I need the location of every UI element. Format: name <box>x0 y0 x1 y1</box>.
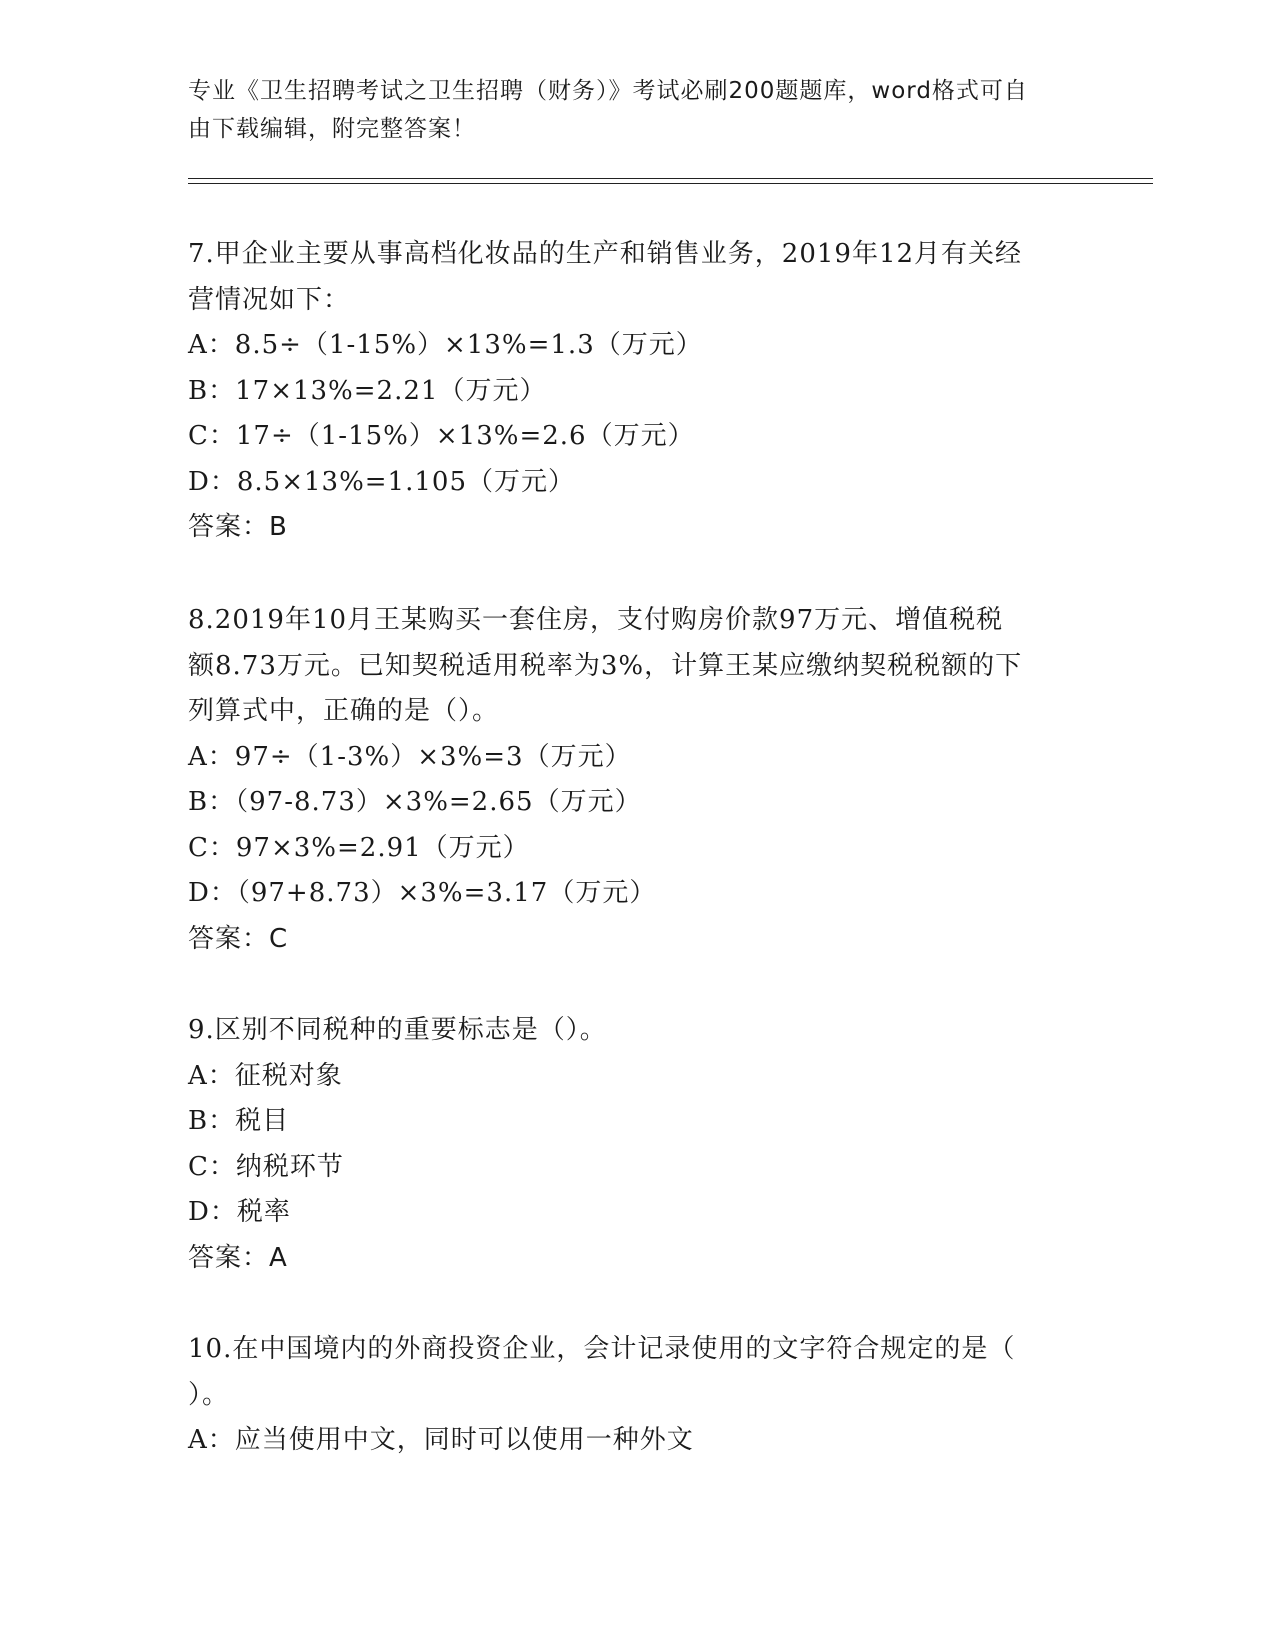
question-stem-line: 7.甲企业主要从事高档化妆品的生产和销售业务，2019年12月有关经 <box>188 239 1023 269</box>
header-line-1: 专业《卫生招聘考试之卫生招聘（财务）》考试必刷200题题库，word格式可自 <box>188 78 1028 104</box>
question-7 <box>188 232 1088 551</box>
question-stem-line: ）。 <box>188 1379 230 1410</box>
option-d: D：税率 <box>188 1197 291 1227</box>
option-c: C：纳税环节 <box>188 1151 344 1182</box>
header-line-2: 由下载编辑，附完整答案！ <box>188 116 476 142</box>
option-a: A：征税对象 <box>188 1060 343 1091</box>
question-9 <box>188 1008 1088 1281</box>
option-a: A：8.5÷（1-15%）×13%=1.3（万元） <box>188 330 703 360</box>
question-stem-line: 列算式中，正确的是（）。 <box>188 696 500 726</box>
document-header <box>188 72 1068 148</box>
option-d: D：8.5×13%=1.105（万元） <box>188 466 575 497</box>
option-a: A：97÷（1-3%）×3%=3（万元） <box>188 741 632 772</box>
option-a: A：应当使用中文，同时可以使用一种外文 <box>188 1425 694 1455</box>
question-8 <box>188 598 1088 962</box>
question-stem-line: 10.在中国境内的外商投资企业，会计记录使用的文字符合规定的是（ <box>188 1334 1016 1364</box>
question-stem-line: 9.区别不同税种的重要标志是（）。 <box>188 1015 607 1045</box>
header-divider-top <box>188 178 1153 179</box>
answer-line: 答案：B <box>188 512 288 542</box>
question-stem-line: 营情况如下： <box>188 284 351 315</box>
option-c: C：97×3%=2.91（万元） <box>188 832 530 863</box>
option-d: D：（97+8.73）×3%=3.17（万元） <box>188 878 657 908</box>
answer-line: 答案：A <box>188 1242 288 1273</box>
question-stem-line: 额8.73万元。已知契税适用税率为3%，计算王某应缴纳契税税额的下 <box>188 650 1023 681</box>
option-b: B：（97-8.73）×3%=2.65（万元） <box>188 787 642 817</box>
option-b: B：17×13%=2.21（万元） <box>188 375 547 406</box>
option-c: C：17÷（1-15%）×13%=2.6（万元） <box>188 421 695 451</box>
option-b: B：税目 <box>188 1106 290 1136</box>
question-10 <box>188 1327 1088 1464</box>
question-stem-line: 8.2019年10月王某购买一套住房，支付购房价款97万元、增值税税 <box>188 605 1004 635</box>
answer-line: 答案：C <box>188 923 289 954</box>
header-divider-bottom <box>188 183 1153 184</box>
